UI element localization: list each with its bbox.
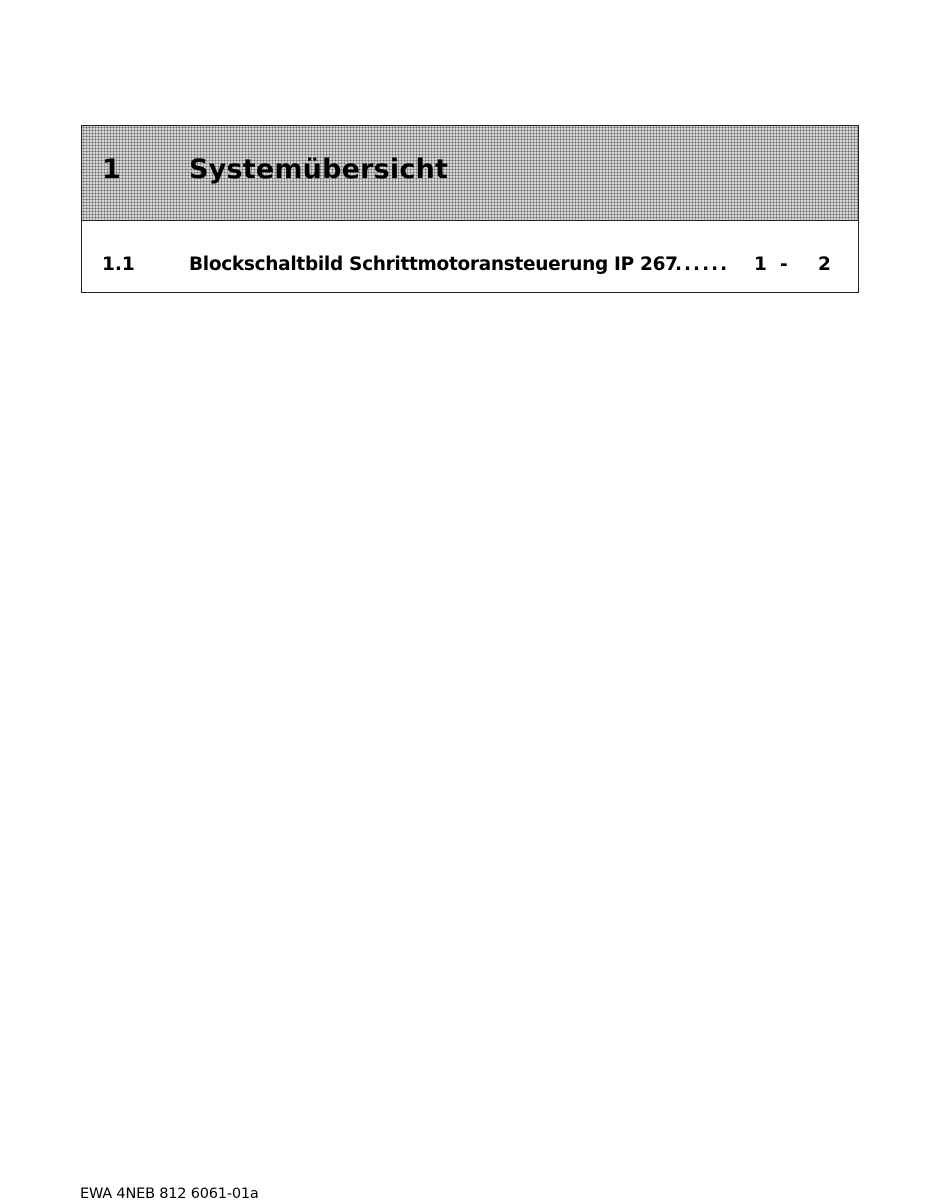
chapter-number: 1 [102,154,121,185]
toc-entry-number: 1.1 [102,254,135,275]
toc-entry-leader: ...... [675,254,730,275]
toc-entry-page-separator: - [780,254,788,275]
toc-entry-page-number: 2 [818,254,831,275]
toc-entry[interactable] [82,221,858,294]
chapter-title: Systemübersicht [189,154,449,185]
chapter-header [82,126,858,221]
footer-document-id: EWA 4NEB 812 6061-01a [80,1186,259,1202]
table-of-contents [81,125,859,293]
toc-entry-title: Blockschaltbild Schrittmotoransteuerung IP 267 [189,254,678,275]
toc-entry-page-chapter: 1 [754,254,767,275]
